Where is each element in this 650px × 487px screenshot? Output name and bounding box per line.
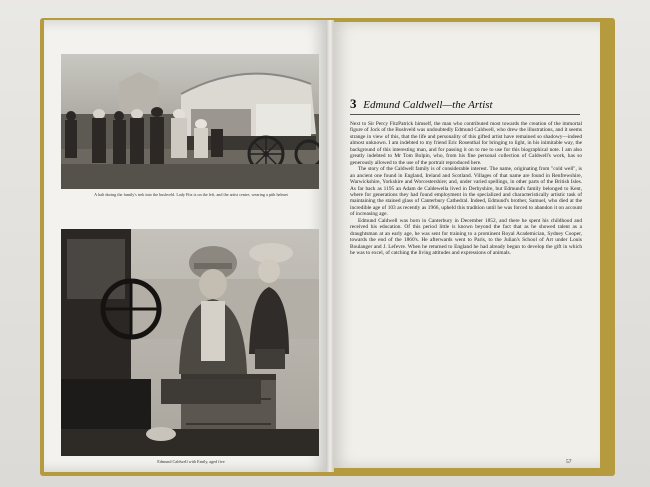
chapter-number: 3 <box>350 96 357 111</box>
chapter-heading <box>350 96 580 112</box>
paragraph-1: Next to Sir Percy FitzPatrick himself, the man who contributed most towards the creation of the immortal figure of Jock of the Bushveld was undoubtedly Edmund Caldwell, who drew the illustrations, and it seems strange in view of this, that the life and personality of this gifted artist have remained so shadowy—indeed almost unknown. I am indebted to my friend Eric Rosenthal for bringing to light, in his inimitable way, the background of this interesting man, and for passing it on to me to use for this biographical note. I am also greatly indebted to Mr Tom Bolpin, who, from his fine personal collection of Caldwell's work, has so generously allowed to the use of the portrait reproduced here. <box>350 121 582 166</box>
wagon-halt-photo <box>61 54 319 189</box>
paragraph-2: The story of the Caldwell family is of considerable interest. The name, originating from "cold well", is an ancient one found in England, Ireland and Scotland. Villages of that name are found in Renfrewshire, Warwickshire, Yorkshire and Worcestershire; and, under varied spellings, in other parts of the British Isles. As far back as 1195 an Adam de Caldewella lived in Derbyshire, but Edmund's family belonged to Kent, where for generations they had found employment in the specialized and characteristically artistic task of maintaining the stained glass of Canterbury Cathedral. Indeed, Edmund's brother, Samuel, who died at the incredible age of 103 as recently as 1966, upheld this tradition until he was forced to abandon it on account of increasing age. <box>350 166 582 218</box>
book-gutter <box>326 20 334 472</box>
page-number: 57 <box>566 459 572 465</box>
wagon-halt-illustration <box>61 54 319 189</box>
artist-with-child-photo <box>61 229 319 456</box>
top-photo-caption: A halt during the family's trek into the bushveld. Lady Fitz is on the left, and the artist centre, wearing a pith helmet <box>94 192 288 197</box>
chapter-title: Edmund Caldwell—the Artist <box>363 99 493 111</box>
paragraph-3: Edmund Caldwell was born in Canterbury in December 1852, and there he spent his childhood and received his education. Of this period little is known beyond the fact that as he showed talent as a draughtsman at an early age, he was sent for training to a prominent Royal Academician, Sydney Cooper, towards the end of the 1860's. He afterwards went to Paris, to the Julian's School of Art under Louis Boulanger and J. Lefevre. When he returned to England he had already begun to develop the gift in which he was to excel, of catching the living attitudes and expressions of animals. <box>350 217 582 257</box>
chapter-body <box>350 121 582 456</box>
artist-portrait-illustration <box>61 229 319 456</box>
bottom-photo-caption: Edmund Caldwell with Emily, aged five <box>157 459 225 464</box>
heading-rule <box>350 114 580 115</box>
